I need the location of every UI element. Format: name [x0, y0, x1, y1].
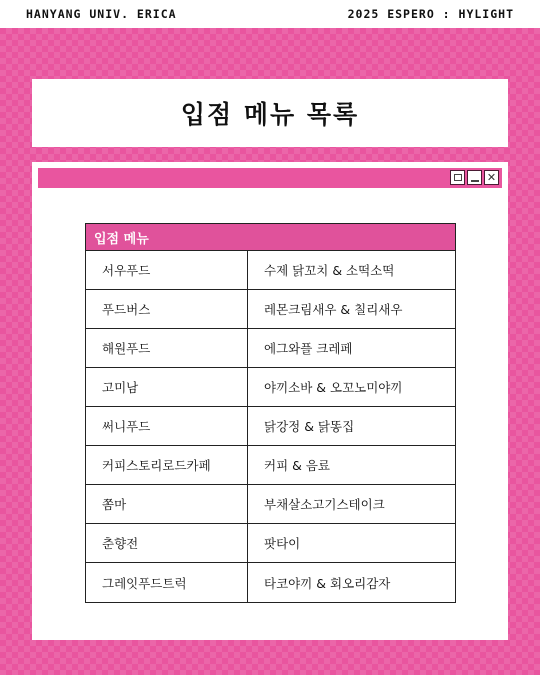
table-row	[86, 368, 455, 407]
menu-item-cell: 부채살소고기스테이크	[264, 497, 385, 512]
top-bar	[0, 0, 540, 28]
menu-item-cell: 에그와플 크레페	[264, 341, 353, 356]
store-name-cell: 써니푸드	[86, 407, 248, 445]
menu-item-cell: 타코야끼 & 회오리감자	[264, 575, 391, 591]
close-button[interactable]	[484, 170, 499, 185]
store-name-cell: 커피스토리로드카페	[86, 446, 248, 484]
minimize-icon	[471, 180, 479, 182]
menu-table	[85, 223, 456, 603]
table-row	[86, 446, 455, 485]
menu-window	[32, 162, 508, 640]
menu-item-cell: 수제 닭꼬치 & 소떡소떡	[264, 263, 395, 278]
menu-item-cell: 닭강정 & 닭똥집	[264, 419, 355, 434]
menu-item-cell: 레몬크림새우 & 칠리새우	[264, 302, 403, 317]
menu-item-cell: 커피 & 음료	[264, 458, 330, 473]
table-row	[86, 524, 455, 563]
table-row	[86, 251, 455, 290]
table-row	[86, 329, 455, 368]
table-row	[86, 290, 455, 329]
close-icon: ✕	[486, 171, 497, 184]
table-row	[86, 563, 455, 602]
table-row	[86, 407, 455, 446]
window-controls	[450, 170, 499, 185]
university-label: HANYANG UNIV. ERICA	[26, 7, 177, 21]
menu-item-cell: 야끼소바 & 오꼬노미야끼	[264, 380, 403, 395]
store-name-cell: 쫌마	[86, 485, 248, 523]
table-row	[86, 485, 455, 524]
store-name-cell: 푸드버스	[86, 290, 248, 328]
minimize-button[interactable]	[467, 170, 482, 185]
store-name-cell: 춘향전	[86, 524, 248, 562]
restore-icon	[454, 174, 462, 181]
table-header: 입점 메뉴	[86, 224, 455, 251]
store-name-cell: 서우푸드	[86, 251, 248, 289]
store-name-cell: 그레잇푸드트럭	[86, 563, 248, 602]
store-name-cell: 고미남	[86, 368, 248, 406]
menu-item-cell: 팟타이	[264, 536, 301, 551]
store-name-cell: 해원푸드	[86, 329, 248, 367]
window-titlebar[interactable]	[38, 168, 502, 188]
title-panel	[32, 79, 508, 147]
page-title: 입점 메뉴 목록	[180, 100, 360, 129]
event-label: 2025 ESPERO : HYLIGHT	[347, 7, 514, 21]
restore-button[interactable]	[450, 170, 465, 185]
